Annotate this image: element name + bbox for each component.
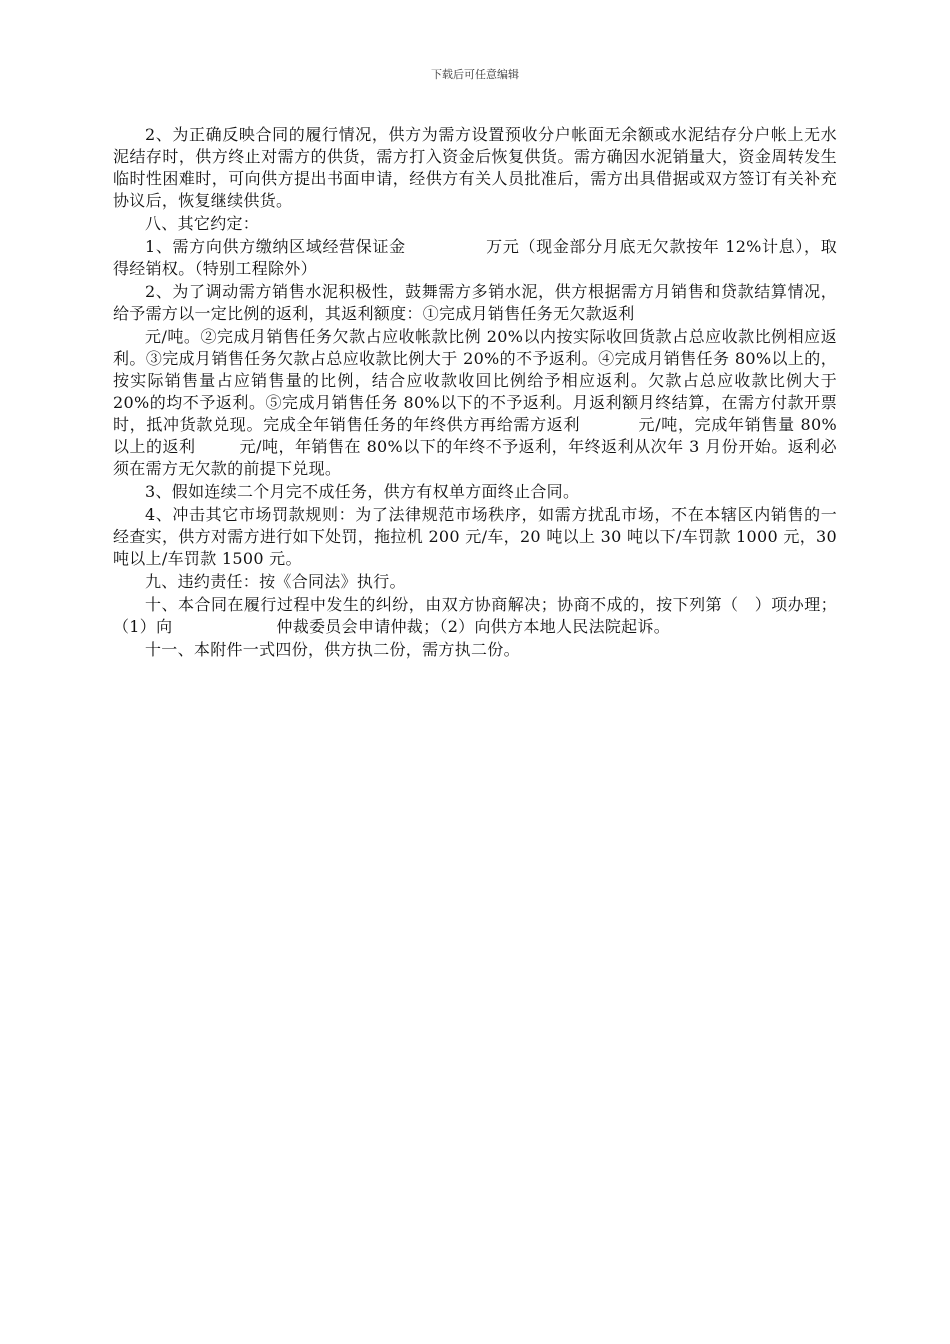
clause-2-rebate: 2、为了调动需方销售水泥积极性，鼓舞需方多销水泥，供方根据需方月销售和贷款结算情况，给予需方以一定比例的返利，其返利额度：①完成月销售任务无欠款返利 bbox=[113, 282, 837, 323]
section-10-disputes: 十、本合同在履行过程中发生的纠纷，由双方协商解决；协商不成的，按下列第（ ）项办理；（1）向 仲裁委员会申请仲裁；（2）向供方本地人民法院起诉。 bbox=[113, 595, 837, 636]
clause-3-termination: 3、假如连续二个月完不成任务，供方有权单方面终止合同。 bbox=[145, 482, 580, 501]
clause-1-deposit: 1、需方向供方缴纳区域经营保证金 万元（现金部分月底无欠款按年 12%计息），取得经销权。（特别工程除外） bbox=[113, 237, 837, 278]
section-8-heading: 八、其它约定： bbox=[145, 214, 260, 233]
section-9-liability: 九、违约责任：按《合同法》执行。 bbox=[145, 572, 406, 591]
clause-4-penalty: 4、冲击其它市场罚款规则：为了法律规范市场秩序，如需方扰乱市场，不在本辖区内销售的一经查实，供方对需方进行如下处罚，拖拉机 200 元/车，20 吨以上 30 吨以下/车罚款 1000 元，30 吨以上/车罚款 1500 元。 bbox=[113, 505, 837, 568]
page-header: 下载后可任意编辑 bbox=[431, 68, 519, 81]
clause-2-supply-termination: 2、为正确反映合同的履行情况，供方为需方设置预收分户帐面无余额或水泥结存分户帐上无水泥结存时，供方终止对需方的供货，需方打入资金后恢复供货。需方确因水泥销量大，资金周转发生临时性困难时，可向供方提出书面申请，经供方有关人员批准后，需方出具借据或双方签订有关补充协议后，恢复继续供货。 bbox=[113, 125, 837, 210]
clause-2-rebate-continued: 元/吨。②完成月销售任务欠款占应收帐款比例 20%以内按实际收回货款占总应收款比例相应返利。③完成月销售任务欠款占总应收款比例大于 20%的不予返利。④完成月销售任务 80%以上的，按实际销售量占应销售量的比例，结合应收款收回比例给予相应返利。欠款占总应收款比例大于 20%的均不予返利。⑤完成月销售任务 80%以下的不予返利。月返利额月终结算，在需方付款开票时，抵冲货款兑现。完成全年销售任务的年终供方再给需方返利 元/吨，完成年销售量 80%以上的返利 元/吨，年销售在 80%以下的年终不予返利，年终返利从次年 3 月份开始。返利必须在需方无欠款的前提下兑现。 bbox=[113, 327, 837, 478]
contract-body bbox=[113, 124, 837, 662]
section-11-copies: 十一、本附件一式四份，供方执二份，需方执二份。 bbox=[145, 640, 520, 659]
